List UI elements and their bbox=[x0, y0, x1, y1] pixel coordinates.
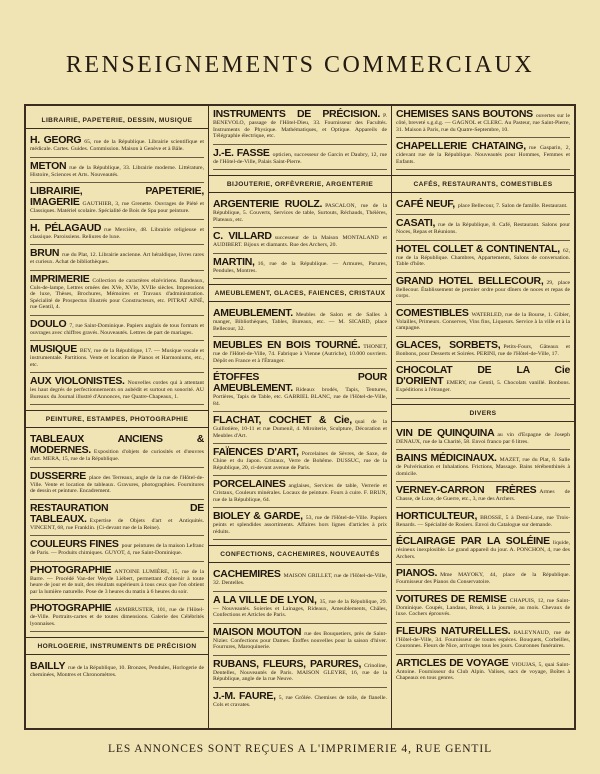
listing-description: 5, rue Grôlée. Chemises de toile, de flanelle. Cols et cravates. bbox=[213, 694, 387, 708]
listing-entry bbox=[30, 132, 204, 158]
business-name: INSTRUMENTS DE PRÉCISION. bbox=[213, 108, 381, 120]
business-name: GRAND HOTEL BELLECOUR, bbox=[396, 274, 544, 287]
business-name: COULEURS FINES bbox=[30, 538, 119, 550]
listing-description: rue de la République, 10. Bronzes, Pendules, Horlogerie de cheminées, Montres et Chronomètres. bbox=[30, 665, 204, 678]
business-name: PHOTOGRAPHIE bbox=[30, 563, 112, 576]
business-name: METON bbox=[30, 159, 67, 172]
business-name: CAFÉ NEUF, bbox=[396, 198, 455, 210]
listing-entry bbox=[213, 305, 387, 337]
listing-description: MAISON GRILLET, rue de l'Hôtel-de-Ville, 32. Dentelles. bbox=[213, 573, 387, 586]
listing-description: Collection de caractères elzéviriens. Bandeaux, Culs-de-lampe, Lettres ornées des XVe, XVIe, XVIIe siècles. Impressions de luxe, Thèses, Brochures, Mémoires et Travaux d'administration. Spécialité de Prospectus illustrés pour Constructeurs, etc. PITRAT AINÉ, rue Gentil, 4. bbox=[30, 277, 204, 310]
listing-description: place des Terreaux, angle de la rue de l'Hôtel-de-Ville. Vente et location de tableaux. Gravures, photographies. Fournitures de dessin et peinture. Encadrement. bbox=[30, 474, 204, 494]
listing-entry bbox=[396, 241, 570, 273]
listing-entry bbox=[213, 412, 387, 444]
listing-description: Mme MAYOKY, 44, place de la République. Fournisseur des Pianos du Conservatoire. bbox=[396, 572, 570, 585]
business-name: CHEMISES SANS BOUTONS bbox=[396, 108, 533, 120]
listing-description: au vin d'Espagne de Joseph DENAUX, rue de la Charité, 58. Envoi franco par 6 litres. bbox=[396, 431, 570, 445]
listing-description: BROSSE, 5 à Demi-Lune, rue Trois-Renards. — Spécialité de Rosiers. Envoi du Catalogue sur demande. bbox=[396, 514, 570, 528]
listing-entry bbox=[213, 145, 387, 171]
listing-entry bbox=[213, 444, 387, 476]
listing-description: EMERY, rue Gentil, 5. Chocolats vanillé. Bonbons. Expéditions à l'étranger. bbox=[396, 380, 570, 393]
listing-description: P. BENEVOLO, passage de l'Hôtel-Dieu, 33. Fournisseur des Facultés. Instruments de Physique. Mathématiques, et Optique. Appareils de Télégraphie électrique, etc. bbox=[213, 113, 387, 139]
listing-description: WATERLED, rue de la Bourse, 1. Gibier, Volailles, Primeurs. Conserves, Vins fins, Liqueurs. Service à la ville et à la campagne. bbox=[396, 311, 570, 331]
listing-entry bbox=[396, 362, 570, 399]
listing-description: rue Mercière, 48. Librairie religieuse et classique. Paroissiens. Reliures de luxe. bbox=[30, 226, 204, 240]
business-name: VOITURES DE REMISE bbox=[396, 592, 507, 605]
listing-entry bbox=[396, 305, 570, 337]
business-name: LIBRAIRIE, PAPETERIE, IMAGERIE bbox=[30, 185, 204, 208]
listing-entry bbox=[30, 220, 204, 246]
listing-entry bbox=[30, 183, 204, 220]
business-name: DUSSERRE bbox=[30, 469, 86, 482]
business-name: AUX VIOLONISTES. bbox=[30, 375, 125, 387]
business-name: MUSIQUE bbox=[30, 343, 77, 355]
listing-entry bbox=[30, 562, 204, 601]
listing-entry bbox=[213, 508, 387, 540]
listing-entry bbox=[30, 158, 204, 184]
listing-entry bbox=[30, 316, 204, 342]
listing-description: 65, rue de la République. Librairie scientifique et médicale. Cartes. Guides. Commission. Maison à Genève et à Bâle. bbox=[30, 139, 204, 152]
listing-entry bbox=[396, 196, 570, 215]
listing-description: pour peintures de la maison Lefranc de Paris. — Produits chimiques. GUYOT, 4, rue Saint-Dominique. bbox=[30, 543, 204, 556]
business-name: GLACES, SORBETS, bbox=[396, 338, 501, 351]
business-name: PHOTOGRAPHIE bbox=[30, 602, 112, 614]
listing-entry bbox=[213, 566, 387, 592]
listing-description: liquide, résineux inexplosible. Le grand appareil du jour. A. PONCHON, 4, rue des Archers. bbox=[396, 540, 570, 560]
listing-entry bbox=[213, 337, 387, 369]
listing-entry bbox=[213, 476, 387, 508]
section-heading: PEINTURE, ESTAMPES, PHOTOGRAPHIE bbox=[26, 410, 208, 428]
business-name: HOTEL COLLET & CONTINENTAL, bbox=[396, 242, 560, 255]
listing-entry bbox=[213, 228, 387, 254]
listing-entry bbox=[30, 271, 204, 316]
listing-entry bbox=[396, 106, 570, 138]
listing-entry bbox=[396, 450, 570, 482]
listing-description: VIOUJAS, 5, quai Saint-Antoine. Fournisseur du Club Alpin. Valises, sacs de voyage, Boîtes à Chapeaux en tous genres. bbox=[396, 661, 570, 681]
listing-entry bbox=[213, 254, 387, 280]
business-name: FLACHAT, COCHET & Cie, bbox=[213, 414, 352, 426]
listing-description: rue des Bouquetiers, près de Saint-Nizier. Confections pour Dames. Étoffes nouvelles pour la saison d'hiver. Fourrures, Maroquinerie. bbox=[213, 630, 387, 650]
listing-description: Meubles de Salon et de Salles à manger, Bibliothèques, Tables, Bureaux, etc. — M. SICARD, place Bellecour, 32. bbox=[213, 312, 387, 332]
business-name: J.-E. FASSE bbox=[213, 146, 270, 159]
listing-entry bbox=[396, 655, 570, 686]
listing-entry bbox=[213, 624, 387, 656]
listing-description: Exposition d'objets de curiosités et d'œuvres d'art. MERA, 15, rue de la République. bbox=[30, 449, 204, 462]
business-name: MAISON MOUTON bbox=[213, 625, 302, 638]
business-name: IMPRIMERIE bbox=[30, 272, 90, 285]
listings-grid bbox=[24, 104, 576, 730]
business-name: FAÏENCES D'ART, bbox=[213, 446, 299, 458]
business-name: AMEUBLEMENT. bbox=[213, 307, 293, 319]
listing-entry bbox=[396, 623, 570, 655]
business-name: H. GEORG bbox=[30, 134, 82, 146]
business-name: MARTIN, bbox=[213, 255, 255, 268]
column-3 bbox=[391, 106, 574, 728]
section-heading: LIBRAIRIE, PAPETERIE, DESSIN, MUSIQUE bbox=[26, 112, 208, 129]
listing-entry bbox=[213, 656, 387, 688]
business-name: BRUN bbox=[30, 247, 60, 259]
listing-description: rue Gasparin, 2, cidevant rue de la République. Nouveautés pour Hommes, Femmes et Enfants. bbox=[396, 145, 570, 165]
listing-entry bbox=[396, 138, 570, 170]
listing-description: ARMBRUSTER, 101, rue de l'Hôtel-de-Ville. Portraits-cartes et de toutes dimensions. Galerie des Célébrités lyonnaises. bbox=[30, 607, 204, 627]
listing-description: 7, rue Saint-Dominique. Papiers anglais de tous formats et ouvrages avec chiffres gravés. Nouveautés. Lettres de part de mariages. bbox=[30, 322, 204, 336]
listing-description: quai de la Guillotière, 10-11 et rue Dumenil, 4. Miroiterie, Sculpture, Décoration et Meubles d'Art. bbox=[213, 419, 388, 439]
listing-entry bbox=[30, 600, 204, 632]
footer-notice: LES ANNONCES SONT REÇUES A L'IMPRIMERIE 4, RUE GENTIL bbox=[107, 743, 493, 755]
listing-entry bbox=[213, 592, 387, 624]
listing-entry bbox=[30, 373, 204, 405]
section-heading: CONFECTIONS, CACHEMIRES, NOUVEAUTÉS bbox=[209, 545, 391, 563]
section-heading: BIJOUTERIE, ORFÈVRERIE, ARGENTERIE bbox=[209, 175, 391, 193]
column-1 bbox=[26, 106, 208, 728]
business-name: ARTICLES DE VOYAGE bbox=[396, 656, 509, 669]
listing-entry bbox=[396, 565, 570, 591]
business-name: ÉTOFFES POUR AMEUBLEMENT. bbox=[213, 371, 387, 394]
business-name: C. VILLARD bbox=[213, 230, 272, 242]
listing-description: 35, rue de la République, 29. — Nouveautés. Soieries et Lainages, Rideaux, Ameublements, Châles, Confections et Articles de Paris. bbox=[213, 598, 387, 618]
listing-description: BALEYNAUD, rue de l'Hôtel-de-Ville, 34. Fournisseur de toutes espèces. Bouquets, Corbeilles, Couronnes. Fleurs de Nice, arrivages tous les jours. Couronnes funéraires. bbox=[396, 629, 570, 649]
listing-description: CHAPUIS, 12, rue Saint-Dominique. Coupés, Landaus, Break, à la journée, au mois. Chevaux de luxe. Cochers éprouvés. bbox=[396, 597, 570, 617]
listing-description: PASCALON, rue de la République, 5. Couverts, Services de table, Surtouts, Réchauds, Théières, Plateaux, etc. bbox=[213, 203, 387, 223]
business-name: RESTAURATION DE TABLEAUX. bbox=[30, 501, 204, 525]
listing-description: 62, rue de la République. Chambres, Appartements, Salons de conversation. Table d'hôte. bbox=[396, 247, 570, 267]
business-name: PORCELAINES bbox=[213, 478, 286, 490]
listing-description: rue de la République, 8. Café, Restaurant. Salons pour Noces, Repas et Réunions. bbox=[396, 222, 570, 235]
listing-description: Armes de Chasse, de Luxe, de Guerre, etc., 3, rue des Archers. bbox=[396, 489, 571, 502]
listing-entry bbox=[213, 369, 387, 412]
listing-entry bbox=[30, 536, 204, 562]
listing-entry bbox=[30, 468, 204, 500]
listing-entry bbox=[396, 215, 570, 241]
business-name: MEUBLES EN BOIS TOURNÉ. bbox=[213, 339, 361, 351]
column-2 bbox=[208, 106, 391, 728]
listing-entry bbox=[30, 341, 204, 373]
listing-description: Nouvelles cordes qui à attentant les haut degrés de perfectionnements on aubédit et surtout en sonorité. AU Bureaux du Journal illustré d'Annonces, rue Quatre-Chapeaux, 1. bbox=[30, 380, 205, 400]
listing-description: Expertise de Objets d'art et Antiquités. VINCENT, 68, rue Franklin. (Ci-devant rue de la Reine). bbox=[30, 517, 204, 531]
listing-description: rue du Plat, 12. Librairie ancienne. Art héraldique, livres rares et curieux. Achat de bibliothèques. bbox=[30, 252, 204, 265]
listing-description: 53, rue de l'Hôtel-de-Ville. Papiers peints et splendides assortiments. Affaires hors lignes d'articles à prix réduits. bbox=[213, 515, 387, 535]
business-name: TABLEAUX ANCIENS & MODERNES. bbox=[30, 433, 204, 456]
business-name: BIOLEY & GARDE, bbox=[213, 510, 303, 522]
listing-entry bbox=[213, 196, 387, 228]
listing-entry bbox=[396, 425, 570, 451]
business-name: A LA VILLE DE LYON, bbox=[213, 593, 317, 606]
business-name: ÉCLAIRAGE PAR LA SOLÉINE bbox=[396, 535, 550, 547]
listing-description: ouvertes sur le côté, breveté s.g.d.g. — GAGNOL et CLERC. Au Pasteur, rue Saint-Pierre, 31. Maison à Paris, rue du Quatre-Septembre, 10. bbox=[396, 113, 570, 133]
listing-description: Rideaux brodés, Tapis, Tentures, Portières, Tapis de Table, etc. GABRIEL BLANC, rue de l'Hôtel-de-Ville, 84. bbox=[213, 387, 387, 407]
listing-entry bbox=[213, 688, 387, 713]
listing-entry bbox=[396, 337, 570, 363]
business-name: CACHEMIRES bbox=[213, 568, 281, 580]
business-name: VERNEY-CARRON FRÈRES bbox=[396, 484, 537, 496]
business-name: BAINS MÉDICINAUX. bbox=[396, 452, 497, 464]
page-title: RENSEIGNEMENTS COMMERCIAUX bbox=[65, 52, 535, 78]
section-heading: HORLOGERIE, INSTRUMENTS DE PRÉCISION bbox=[26, 637, 208, 655]
section-heading: AMEUBLEMENT, GLACES, FAIENCES, CRISTAUX bbox=[209, 284, 391, 302]
business-name: BAILLY bbox=[30, 660, 66, 672]
listing-entry bbox=[396, 533, 570, 565]
business-name: PIANOS. bbox=[396, 567, 438, 579]
business-name: J.-M. FAURE, bbox=[213, 689, 276, 702]
listing-entry bbox=[396, 273, 570, 305]
business-name: RUBANS, FLEURS, PARURES, bbox=[213, 657, 362, 670]
listing-description: Petits-Fours, Gâteaux et Bonbons, pour Desserts et Soirées. PERINI, rue de l'Hôtel-de-Ville, 17. bbox=[396, 343, 570, 357]
listing-description: 29, place Bellecour. Établissement de premier ordre pour dîners de noces et repas de corps. bbox=[396, 279, 570, 299]
listing-entry bbox=[30, 500, 204, 537]
business-name: ARGENTERIE RUOLZ. bbox=[213, 198, 323, 210]
listing-description: THONET, rue de l'Hôtel-de-Ville, 74. Fabrique à Vienne (Autriche), 10.000 ouvriers. Dépôt en France et à l'Étranger. bbox=[213, 344, 387, 364]
business-name: VIN DE QUINQUINA bbox=[396, 426, 495, 439]
listing-description: MAZET, rue du Plat, 8. Salle de Pulvérisation et Inhalations. Frictions, Massage. Bains térébenthinés à domicile. bbox=[396, 457, 571, 477]
listing-description: successeur de la Maison MONTALAND et AUDIBERT. Bijoux et diamants. Rue des Archers, 20. bbox=[213, 235, 387, 248]
listing-entry bbox=[213, 106, 387, 145]
listing-description: opticien, successeur de Garcin et Daubry, 12, rue de l'Hôtel-de-Ville, Palais Saint-Pierre. bbox=[213, 151, 387, 165]
listing-description: 16, rue de la République. — Armures, Parures, Pendules, Montres. bbox=[213, 260, 387, 274]
business-name: CHOCOLAT DE LA Cie D'ORIENT bbox=[396, 364, 570, 387]
business-name: FLEURS NATURELLES. bbox=[396, 624, 511, 637]
listing-description: place Bellecour, 7. Salon de famille. Restaurant. bbox=[457, 203, 568, 209]
listing-description: BEY, rue de la République, 17. — Musique vocale et instrumentale. Partitions. Vente et location de Pianos et Harmoniums, etc., etc. bbox=[30, 348, 204, 368]
listing-description: anglaises, Services de table, Verrerie et Cristaux, Couleurs minérales. Locaux de peinture. Fours à cuire. F. BRUN, rue de la République, 64. bbox=[213, 483, 387, 503]
business-name: HORTICULTEUR, bbox=[396, 509, 478, 522]
listing-description: rue de la République, 33. Librairie moderne. Littérature, Histoire, Sciences et Arts. Nouveautés. bbox=[30, 164, 204, 178]
business-name: H. PÉLAGAUD bbox=[30, 221, 102, 234]
section-heading: CAFÉS, RESTAURANTS, COMESTIBLES bbox=[392, 175, 574, 193]
listing-entry bbox=[30, 245, 204, 271]
section-heading: DIVERS bbox=[392, 404, 574, 422]
listing-description: Crinoline, Dentelles, Nouveautés de Paris. MAISON GLEYRE, 16, rue de la République, angle de la rue Neuve. bbox=[213, 662, 387, 682]
listing-description: ANTOINE LUMIÈRE, 15, rue de la Barre. — Procédé Van-der Weyde Liébert, permettant d'obtenir à toute heure de jour et de nuit, des résultats supérieurs à tous ceux que l'on obtient par la lumière naturelle. Pose de 3 heures du matin à 6 heures du soir. bbox=[30, 568, 204, 595]
listing-entry bbox=[30, 658, 204, 683]
business-name: CHAPELLERIE CHATAING, bbox=[396, 140, 526, 152]
business-name: CASATI, bbox=[396, 217, 436, 229]
listing-entry bbox=[30, 431, 204, 468]
listing-description: GAUTHIER, 3, rue Grenette. Ouvrages de Piété et Classiques. Matériel scolaire. Spécialité de Bois de Spa pour peinture. bbox=[30, 201, 204, 214]
business-name: DOULO bbox=[30, 317, 67, 330]
business-name: COMESTIBLES bbox=[396, 306, 469, 319]
listing-entry bbox=[396, 508, 570, 534]
listing-entry bbox=[396, 591, 570, 623]
listing-description: Porcelaines de Sèvres, de Saxe, de Chine et du Japon. Cristaux, Verre de Bohême. DUSSUC, rue de la République, 20, ci-devant avenue de Paris. bbox=[213, 451, 387, 471]
listing-entry bbox=[396, 482, 570, 508]
